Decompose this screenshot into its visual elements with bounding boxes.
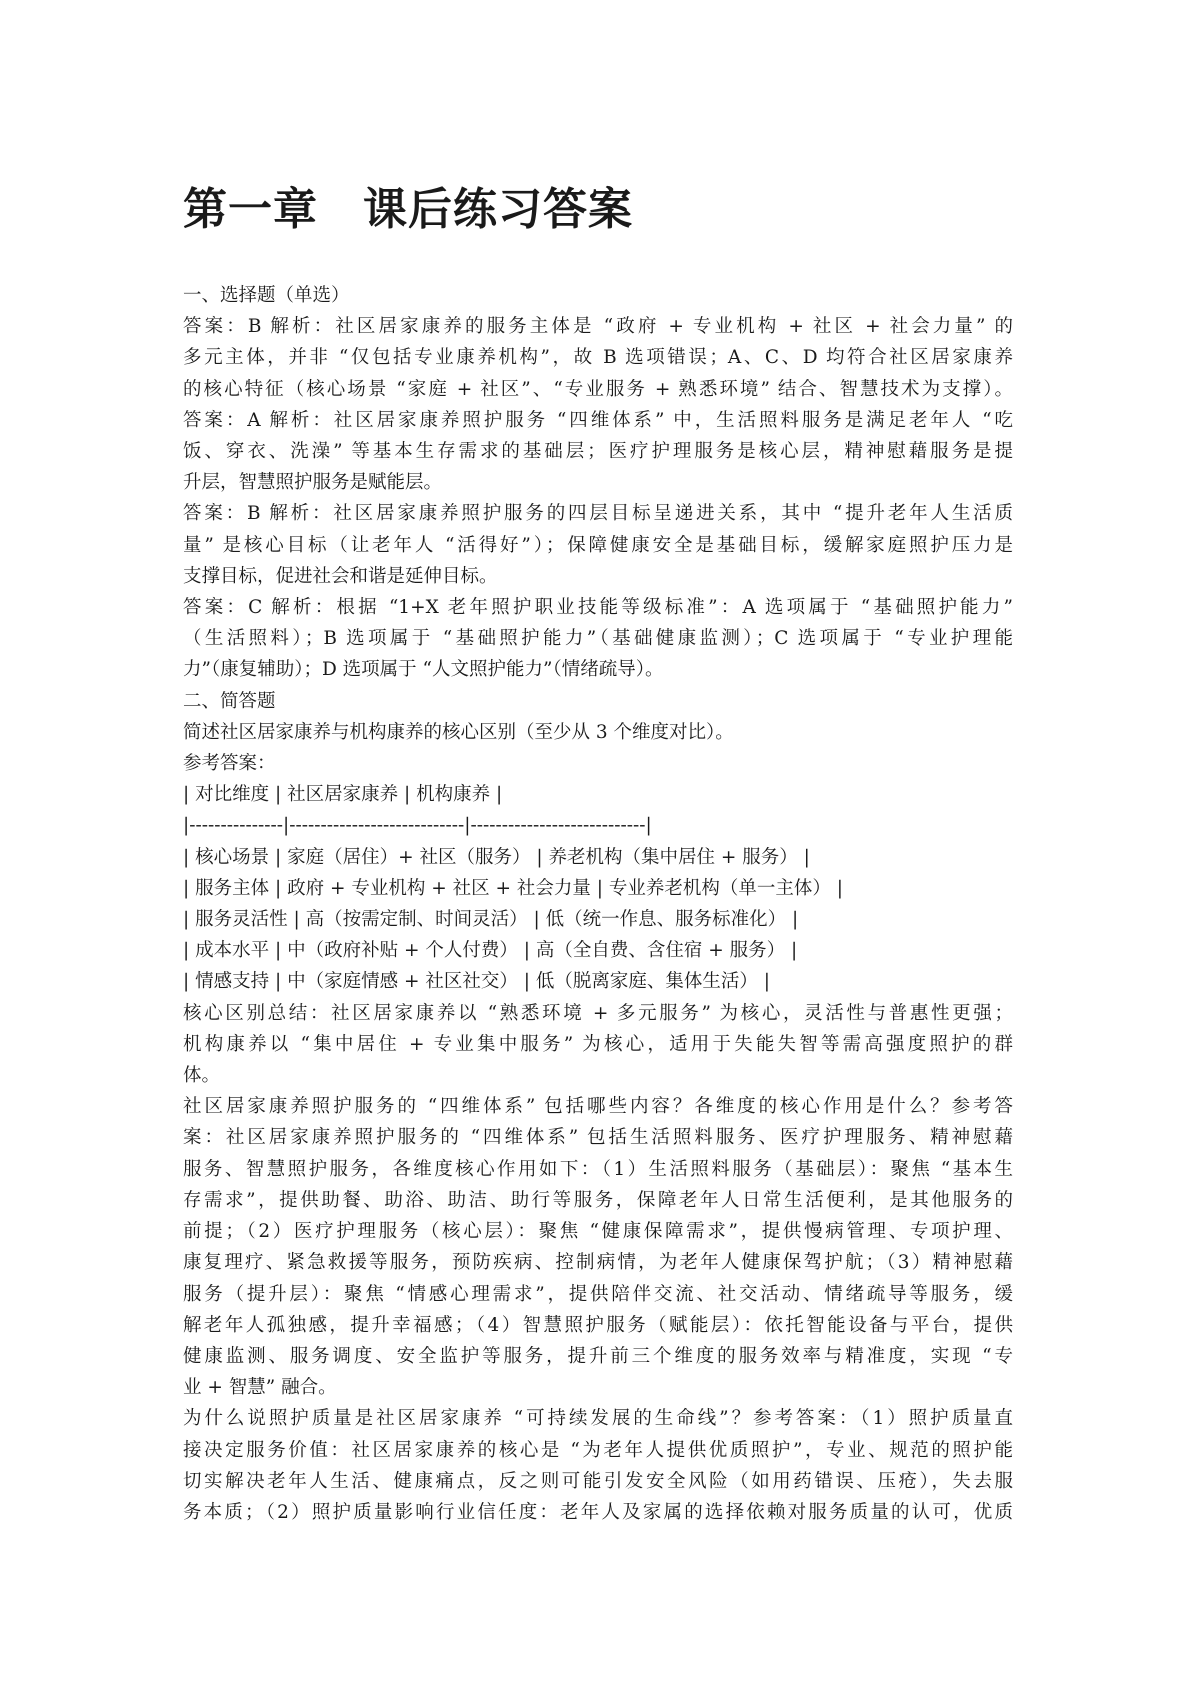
text-line: 案：社区居家康养照护服务的 “四维体系” 包括生活照料服务、医疗护理服务、精神慰藉: [183, 1127, 1013, 1149]
section-heading: 一、选择题（单选）: [183, 285, 350, 306]
text-line: | 服务主体 | 政府 + 专业机构 + 社区 + 社会力量 | 专业养老机构（单一主体） |: [183, 877, 844, 899]
text-line: 解老年人孤独感，提升幸福感；（4）智慧照护服务（赋能层）：依托智能设备与平台，提供: [183, 1314, 1013, 1336]
text-line: 为什么说照护质量是社区居家康养 “可持续发展的生命线”？参考答案：（1）照护质量直: [183, 1408, 1013, 1430]
text-line: 接决定服务价值：社区居家康养的核心是 “为老年人提供优质照护”，专业、规范的照护能: [183, 1439, 1013, 1461]
text-line: 支撑目标，促进社会和谐是延伸目标。: [183, 565, 498, 587]
text-line: 务本质；（2）照护质量影响行业信任度：老年人及家属的选择依赖对服务质量的认可，优质: [183, 1501, 1013, 1523]
text-line: 服务、智慧照护服务，各维度核心作用如下：（1）生活照料服务（基础层）：聚焦 “基本生: [183, 1158, 1013, 1180]
text-line: | 情感支持 | 中（家庭情感 + 社区社交） | 低（脱离家庭、集体生活） |: [183, 971, 770, 993]
text-line: 体。: [183, 1065, 221, 1087]
text-line: 答案：A 解析：社区居家康养照护服务 “四维体系” 中，生活照料服务是满足老年人 “吃: [183, 409, 1013, 431]
text-line: （生活照料）；B 选项属于 “基础照护能力”（基础健康监测）；C 选项属于 “专业护理能: [183, 628, 1013, 650]
text-line: 简述社区居家康养与机构康养的核心区别（至少从 3 个维度对比）。: [183, 721, 734, 743]
document-body: [183, 280, 1013, 1528]
text-line: 量” 是核心目标（让老年人 “活得好”）；保障健康安全是基础目标，缓解家庭照护压力是: [183, 534, 1013, 556]
text-line: 多元主体，并非 “仅包括专业康养机构”，故 B 选项错误；A、C、D 均符合社区居家康养: [183, 347, 1013, 369]
text-line: 力”（康复辅助）；D 选项属于 “人文照护能力”（情绪疏导）。: [183, 659, 664, 681]
document-page: [183, 180, 1013, 1528]
text-line: 升层，智慧照护服务是赋能层。: [183, 472, 443, 494]
text-line: 康复理疗、紧急救援等服务，预防疾病、控制病情，为老年人健康保驾护航；（3）精神慰藉: [183, 1252, 1013, 1274]
chapter-title: 第一章 课后练习答案: [183, 184, 633, 235]
text-line: | 核心场景 | 家庭（居住）+ 社区（服务） | 养老机构（集中居住 + 服务） |: [183, 846, 810, 868]
text-line: 服务（提升层）：聚焦 “情感心理需求”，提供陪伴交流、社交活动、情绪疏导等服务，缓: [183, 1283, 1013, 1305]
section-heading: 参考答案：: [183, 753, 276, 775]
text-line: 饭、穿衣、洗澡” 等基本生存需求的基础层；医疗护理服务是核心层，精神慰藉服务是提: [183, 441, 1013, 463]
text-line: | 对比维度 | 社区居家康养 | 机构康养 |: [183, 784, 503, 806]
text-line: 答案：B 解析：社区居家康养的服务主体是 “政府 + 专业机构 + 社区 + 社会力量” 的: [183, 316, 1013, 338]
text-line: 机构康养以 “集中居住 + 专业集中服务” 为核心，适用于失能失智等需高强度照护的群: [183, 1033, 1013, 1055]
text-line: | 成本水平 | 中（政府补贴 + 个人付费） | 高（全自费、含住宿 + 服务） |: [183, 940, 798, 962]
text-line: |---------------|----------------------------|----------------------------|: [183, 815, 652, 837]
text-line: 前提；（2）医疗护理服务（核心层）：聚焦 “健康保障需求”，提供慢病管理、专项护理、: [183, 1221, 1013, 1243]
text-line: 核心区别总结：社区居家康养以 “熟悉环境 + 多元服务” 为核心，灵活性与普惠性更强；: [183, 1002, 1013, 1024]
text-line: 答案：C 解析：根据 “1+X 老年照护职业技能等级标准”：A 选项属于 “基础照护能力”: [183, 597, 1013, 619]
text-line: 的核心特征（核心场景 “家庭 + 社区”、“专业服务 + 熟悉环境” 结合、智慧技术为支撑）。: [183, 378, 1013, 400]
text-line: 社区居家康养照护服务的 “四维体系” 包括哪些内容？各维度的核心作用是什么？参考答: [183, 1096, 1013, 1118]
text-line: 切实解决老年人生活、健康痛点，反之则可能引发安全风险（如用药错误、压疮），失去服: [183, 1470, 1013, 1492]
text-line: 答案：B 解析：社区居家康养照护服务的四层目标呈递进关系，其中 “提升老年人生活质: [183, 503, 1013, 525]
text-line: 业 + 智慧” 融合。: [183, 1377, 337, 1399]
text-line: 健康监测、服务调度、安全监护等服务，提升前三个维度的服务效率与精准度，实现 “专: [183, 1345, 1013, 1367]
section-heading: 二、简答题: [183, 690, 276, 712]
text-line: | 服务灵活性 | 高（按需定制、时间灵活） | 低（统一作息、服务标准化） |: [183, 909, 799, 931]
text-line: 存需求”，提供助餐、助浴、助洁、助行等服务，保障老年人日常生活便利，是其他服务的: [183, 1189, 1013, 1211]
